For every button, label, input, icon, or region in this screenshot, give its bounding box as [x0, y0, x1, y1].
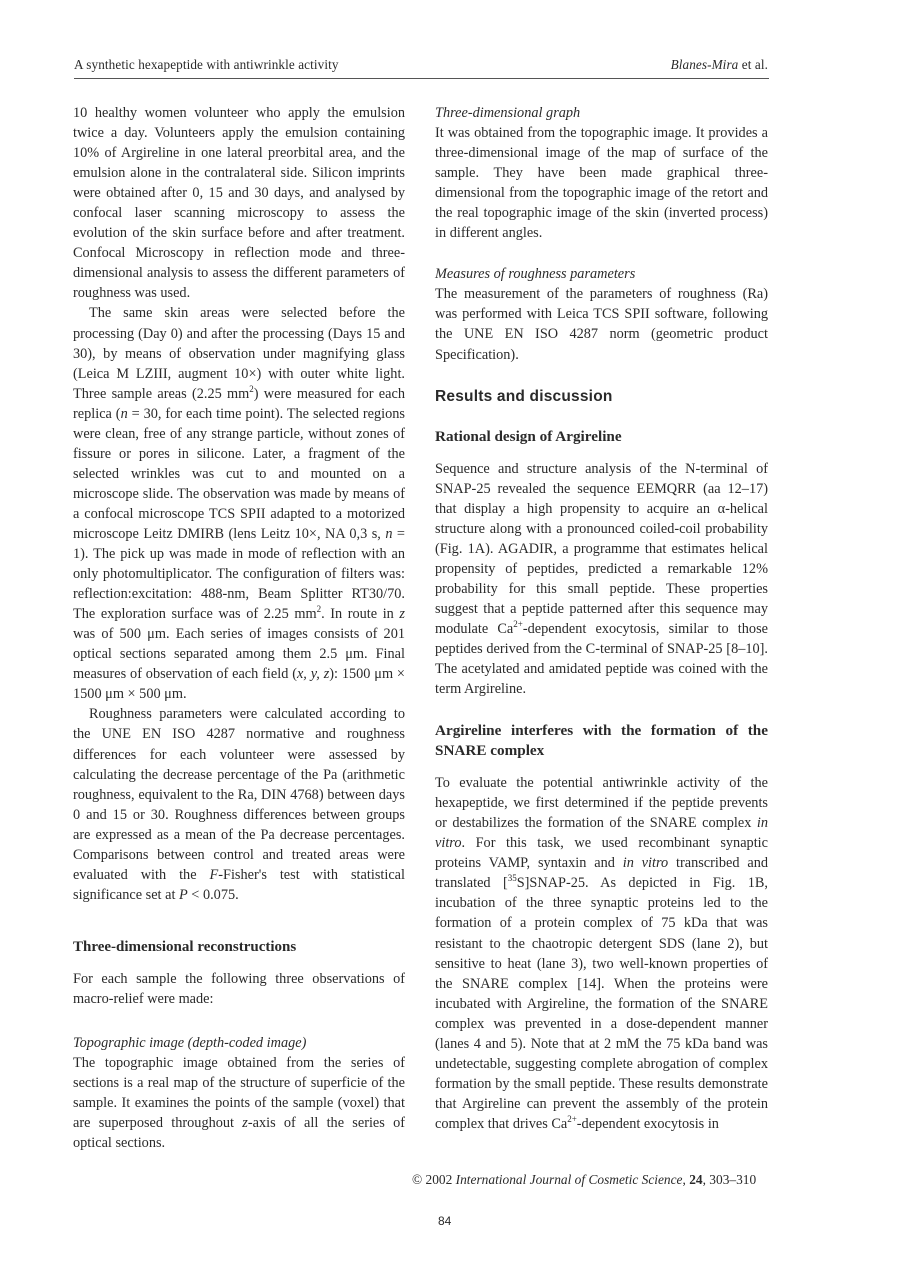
- page-number: 84: [438, 1214, 452, 1228]
- paragraph-3d-graph: It was obtained from the topographic image. It provides a three-dimensional image of the map of surface of the sample. They have been made graphical three-dimensional from the topographic image of the retort and the real topographic image of the skin (inverted process) in different angles.: [435, 125, 768, 242]
- authors-name: Blanes-Mira: [670, 57, 739, 72]
- running-title: A synthetic hexapeptide with antiwrinkle activity: [74, 57, 339, 72]
- authors-suffix: et al.: [738, 57, 768, 72]
- running-header: [74, 57, 768, 77]
- paragraph-continued: 10 healthy women volunteer who apply the emulsion twice a day. Volunteers apply the emulsion containing 10% of Argireline in one lateral preorbital area, and the emulsion alone in the contralateral side. Silicon imprints were obtained after 0, 15 and 30 days, and analysed by confocal laser scanning microscopy to assess the evolution of the skin surface before and after treatment. Confocal Microscopy in reflection mode and three-dimensional analysis to assess the different parameters of roughness was used.: [73, 105, 405, 302]
- journal-volume: 24: [689, 1172, 703, 1187]
- heading-rational-design: Rational design of Argireline: [435, 427, 622, 445]
- journal-footer: © 2002 International Journal of Cosmetic Science, 24, 303–310: [412, 1172, 757, 1187]
- paragraph-roughness-measures: The measurement of the parameters of roughness (Ra) was performed with Leica TCS SPII software, following the UNE EN ISO 4287 norm (geometric product Specification).: [435, 286, 768, 363]
- running-authors: [671, 57, 768, 73]
- heading-results-discussion: Results and discussion: [435, 387, 613, 405]
- right-column: [435, 103, 768, 1134]
- paragraph-skin-areas: The same skin areas were selected before the processing (Day 0) and after the processing (Days 15 and 30), by means of observation under magnifying glass (Leica M LZIII, augment 10×) with outer white light. Three sample areas (2.25 $mm^2$) were measured for each replica (n = 30, for each time point). The selected regions were clean, free of any strange particle, without zones of fissure or pores in silicone. Later, a fragment of the selected wrinkles was cut to and mounted on a microscope slide. The observation was made by means of a confocal microscope TCS SPII adapted to a motorized microscope Leitz DMIRB (lens Leitz 10×, NA 0,3 s, n = 1). The pick up was made in mode of reflection with an only photomultiplicator. The configuration of filters was: reflection:excitation: 488-nm, Beam Splitter RT30/70. The exploration surface was of 2.25 $mm^2$. In route in z was of 500 μm. Each series of images consists of 201 optical sections separated among them 2.5 μm. Final measures of observation of each field (x, y, z): 1500 μm × 1500 μm × 500 μm.: [73, 305, 405, 703]
- paragraph-snare-complex: To evaluate the potential antiwrinkle activity of the hexapeptide, we first determined if the peptide prevents or destabilizes the formation of the SNARE complex in vitro. For this task, we used recombinant synaptic proteins VAMP, syntaxin and in vitro transcribed and translated [$^{35}$S]SNAP-25. As depicted in Fig. 1B, incubation of the three synaptic proteins led to the formation of a protein complex of 75 kDa that was resistant to the chaotropic detergent SDS (lane 2), but sensitive to heat (lane 3), two well-known properties of the SNARE complex [14]. When the proteins were incubated with Argireline, the formation of the SNARE complex was prevented in a dose-dependent manner (lanes 4 and 5). Note that at 2 mM the 75 kDa band was undetectable, suggesting complete abrogation of complex formation by the small peptide. These results demonstrate that Argireline can prevent the assembly of the protein complex that drives $Ca^{2+}$-dependent exocytosis in: [435, 775, 768, 1132]
- heading-3d-graph: Three-dimensional graph: [435, 105, 581, 121]
- heading-3d-reconstructions: Three-dimensional reconstructions: [73, 938, 297, 955]
- paragraph-observations: For each sample the following three observations of macro-relief were made:: [73, 970, 405, 1007]
- left-column: [73, 103, 405, 1153]
- journal-name: International Journal of Cosmetic Science: [455, 1172, 683, 1187]
- heading-snare-complex: Argireline interferes with the formation of the SNARE complex: [435, 722, 768, 760]
- paragraph-roughness: Roughness parameters were calculated according to the UNE EN ISO 4287 normative and roughness differences for each volunteer were assessed by calculating the decrease percentage of the Pa (arithmetic roughness, equivalent to the Ra, DIN 4768) between days 0 and 15 or 30. Roughness differences between groups are expressed as a mean of the Pa decrease percentages. Comparisons between control and treated areas were evaluated with the F-Fisher's test with statistical significance set at P < 0.075.: [73, 706, 405, 903]
- header-rule: [74, 78, 769, 79]
- heading-roughness-measures: Measures of roughness parameters: [435, 266, 636, 283]
- paragraph-rational-design: Sequence and structure analysis of the N-terminal of SNAP-25 revealed the sequence EEMQRR (aa 12–17) that display a high propensity to acquire an α-helical structure along with a pronounced coiled-coil probability (Fig. 1A). AGADIR, a programme that estimates helical propensity of peptides, predicted a remarkable 12% probability for this small peptide. These properties suggest that a peptide patterned after this sequence may modulate $Ca^{2+}$-dependent exocytosis, similar to those peptides derived from the C-terminal of SNAP-25 [8–10]. The acetylated and amidated peptide was coined with the term Argireline.: [435, 460, 768, 698]
- paragraph-topographic: The topographic image obtained from the series of sections is a real map of the structure of superficie of the sample. It examines the points of the sample (voxel) that are superposed throughout z-axis of all the series of optical sections.: [73, 1055, 405, 1152]
- heading-topographic-image: Topographic image (depth-coded image): [73, 1034, 307, 1051]
